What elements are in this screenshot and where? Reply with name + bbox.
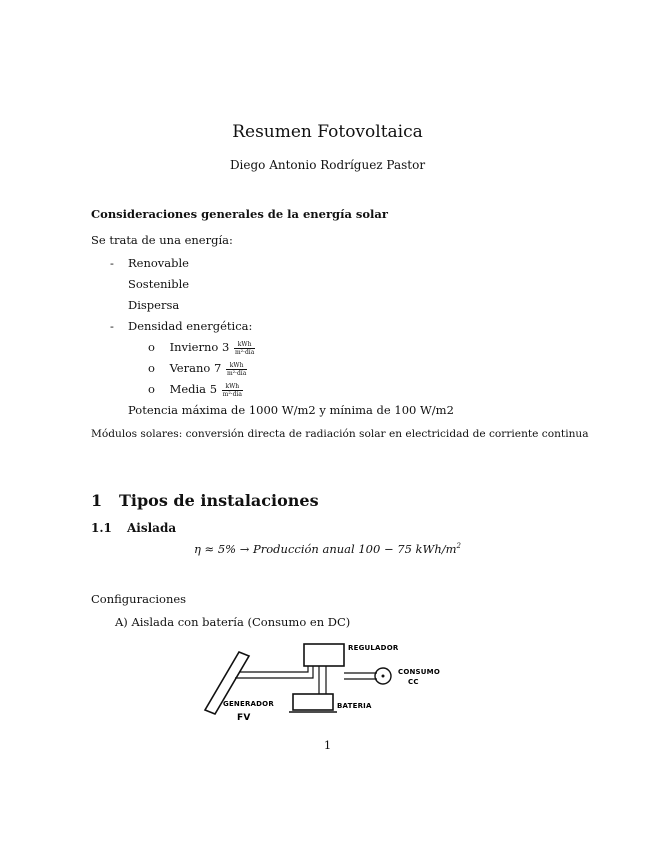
density-unit: $\frac{\text{kWh}}{\text{m²·día}}$ (222, 382, 243, 398)
density-unit: $\frac{\text{kWh}}{\text{m²·día}}$ (234, 340, 255, 356)
power-line: Potencia máxima de 1000 W/m2 y mínima de 100 W/m2 (128, 403, 454, 417)
circle-bullet-icon: o (148, 361, 155, 375)
density-item (148, 340, 255, 356)
circle-bullet-icon: o (148, 382, 155, 396)
bullet-densidad: Densidad energética: (128, 319, 253, 333)
section-number: 1 (91, 491, 103, 510)
bateria-label: BATERIA (337, 702, 372, 710)
bullet-renovable: Renovable (128, 256, 189, 270)
bullet-dash: - (110, 319, 114, 333)
fv-label: FV (237, 713, 251, 723)
density-unit: $\frac{\text{kWh}}{\text{m²·día}}$ (226, 361, 247, 377)
density-item (148, 361, 247, 377)
consumo-label: CONSUMO (398, 668, 440, 676)
regulator-box-drawing (304, 644, 344, 666)
document-author: Diego Antonio Rodríguez Pastor (229, 158, 426, 172)
density-item (148, 382, 243, 398)
intro-heading: Consideraciones generales de la energía solar (91, 207, 388, 221)
density-label: Media 5 (169, 382, 218, 396)
bullet-dispersa: Dispersa (128, 298, 180, 312)
density-label: Invierno 3 (169, 340, 230, 354)
generador-label: GENERADOR (223, 700, 274, 708)
installation-diagram (195, 636, 455, 736)
config-heading: Configuraciones (91, 592, 187, 606)
battery-box-drawing (293, 694, 333, 710)
consumo-cc-label: CC (408, 678, 419, 686)
density-label: Verano 7 (169, 361, 222, 375)
intro-lead: Se trata de una energía: (91, 233, 233, 247)
circle-bullet-icon: o (148, 340, 155, 354)
config-a: A) Aislada con batería (Consumo en DC) (115, 615, 351, 629)
efficiency-formula: η ≈ 5% → Producción anual 100 − 75 kWh/$m^2$ (194, 542, 461, 556)
subsection-title: Aislada (127, 521, 177, 535)
wire-drawing (239, 666, 308, 672)
subsection-number: 1.1 (91, 521, 112, 535)
section-title: Tipos de instalaciones (119, 491, 319, 510)
page-number: 1 (323, 738, 332, 752)
modules-line: Módulos solares: conversión directa de radiación solar en electricidad de corriente continua (91, 428, 589, 440)
bullet-sostenible: Sostenible (128, 277, 190, 291)
bullet-dash: - (110, 256, 114, 270)
load-dot-drawing (382, 675, 385, 678)
regulador-label: REGULADOR (348, 644, 399, 652)
document-title: Resumen Fotovoltaica (232, 122, 423, 142)
